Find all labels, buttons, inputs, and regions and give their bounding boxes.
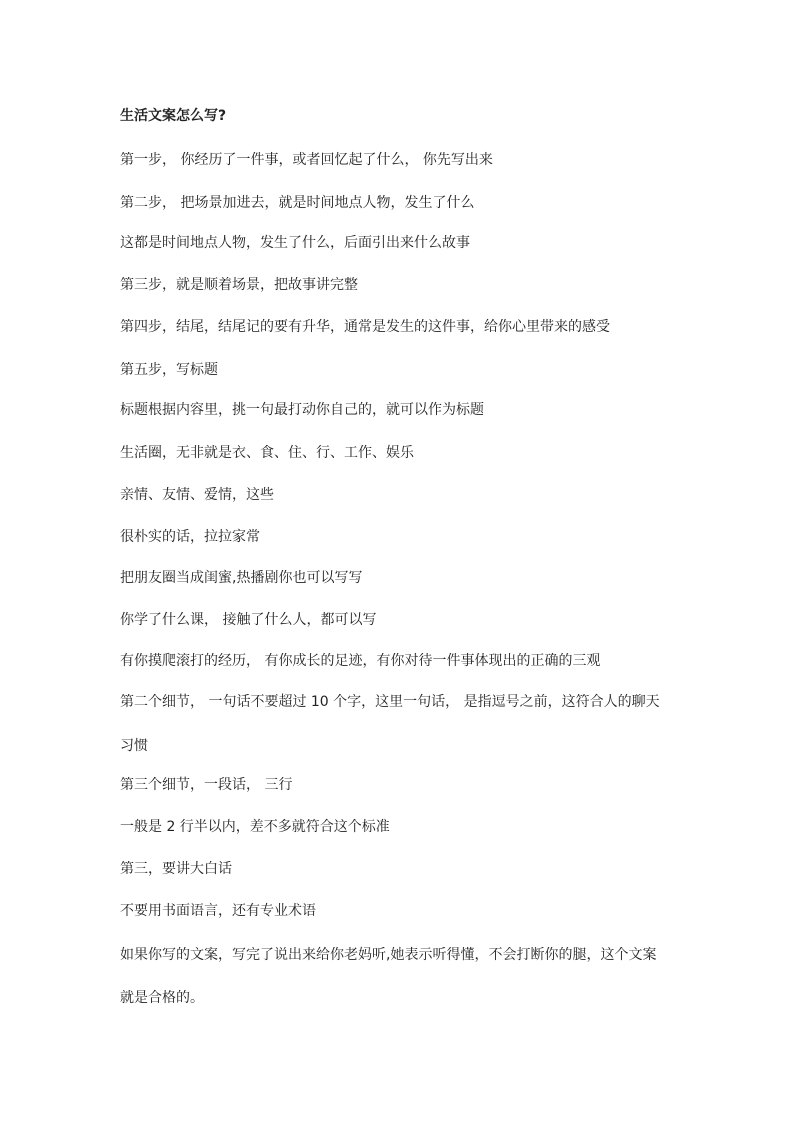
paragraph-no-jargon: 不要用书面语言，还有专业术语 <box>120 903 316 919</box>
paragraph-step-four: 第四步，结尾，结尾记的要有升华，通常是发生的这件事，给你心里带来的感受 <box>120 319 610 335</box>
paragraph-length-rule: 一般是 2 行半以内，差不多就符合这个标准 <box>120 819 390 835</box>
paragraph-experience: 有你摸爬滚打的经历， 有你成长的足迹，有你对待一件事体现出的正确的三观 <box>120 653 601 669</box>
paragraph-step-three: 第三步，就是顺着场景，把故事讲完整 <box>120 277 358 293</box>
paragraph-step-two: 第二步， 把场景加进去，就是时间地点人物，发生了什么 <box>120 195 475 211</box>
paragraph-detail-three: 第三个细节，一段话， 三行 <box>120 777 293 793</box>
paragraph-title-choice: 标题根据内容里，挑一句最打动你自己的，就可以作为标题 <box>120 402 484 418</box>
paragraph-detail-two-cont: 习惯 <box>120 738 148 754</box>
paragraph-classes: 你学了什么课， 接触了什么人，都可以写 <box>120 612 377 628</box>
paragraph-step-one: 第一步， 你经历了一件事，或者回忆起了什么， 你先写出来 <box>120 152 493 168</box>
paragraph-step-five: 第五步，写标题 <box>120 362 218 378</box>
paragraph-mom-test-cont: 就是合格的。 <box>120 990 204 1006</box>
document-title: 生活文案怎么写? <box>120 108 227 124</box>
paragraph-mom-test: 如果你写的文案，写完了说出来给你老妈听,她表示听得懂，不会打断你的腿，这个文案 <box>120 947 657 963</box>
paragraph-point-three: 第三，要讲大白话 <box>120 861 232 877</box>
paragraph-plain-talk: 很朴实的话，拉拉家常 <box>120 529 260 545</box>
paragraph-detail-two: 第二个细节， 一句话不要超过 10 个字，这里一句话， 是指逗号之前，这符合人的聊天 <box>120 694 660 710</box>
paragraph-life-circle: 生活圈，无非就是衣、食、住、行、工作、娱乐 <box>120 445 414 461</box>
paragraph-moments: 把朋友圈当成闺蜜,热播剧你也可以写写 <box>120 570 363 586</box>
paragraph-story: 这都是时间地点人物，发生了什么，后面引出来什么故事 <box>120 235 470 251</box>
paragraph-relationships: 亲情、友情、爱情，这些 <box>120 487 274 503</box>
